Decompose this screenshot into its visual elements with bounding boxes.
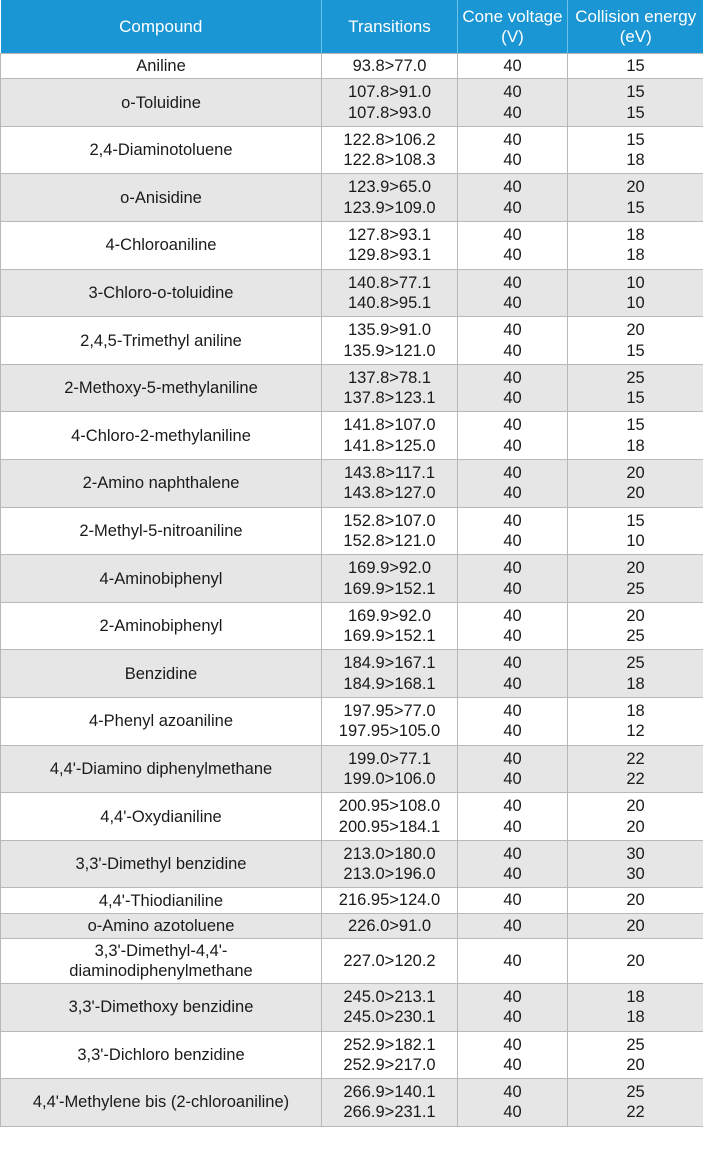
collision-energy-value: 15 bbox=[626, 389, 645, 408]
transition-value: 169.9>152.1 bbox=[343, 627, 436, 646]
collision-energy-cell bbox=[568, 602, 703, 650]
cone-voltage-cell bbox=[458, 555, 568, 603]
cone-voltage-cell bbox=[458, 698, 568, 746]
collision-energy-cell bbox=[568, 174, 703, 222]
transition-value: 169.9>92.0 bbox=[347, 606, 432, 625]
transition-cell bbox=[322, 698, 458, 746]
collision-energy-cell bbox=[568, 840, 703, 888]
collision-energy-value: 20 bbox=[626, 1055, 645, 1074]
cone-voltage-value: 40 bbox=[503, 246, 522, 265]
cone-voltage-cell bbox=[458, 54, 568, 79]
compound-cell: 2-Aminobiphenyl bbox=[1, 602, 322, 650]
cone-voltage-value: 40 bbox=[503, 702, 522, 721]
transition-value: 213.0>180.0 bbox=[343, 844, 436, 863]
cone-voltage-cell bbox=[458, 840, 568, 888]
table-row bbox=[1, 698, 703, 746]
header-cone-voltage: Cone voltage (V) bbox=[458, 0, 568, 54]
transition-value: 107.8>91.0 bbox=[347, 83, 432, 102]
collision-energy-cell bbox=[568, 79, 703, 127]
table-row bbox=[1, 317, 703, 365]
collision-energy-value: 30 bbox=[626, 865, 645, 884]
cone-voltage-value: 40 bbox=[503, 531, 522, 550]
collision-energy-value: 22 bbox=[626, 769, 645, 788]
collision-energy-value: 20 bbox=[626, 178, 645, 197]
cone-voltage-cell bbox=[458, 269, 568, 317]
collision-energy-value: 25 bbox=[626, 1083, 645, 1102]
collision-energy-value: 20 bbox=[626, 484, 645, 503]
cone-voltage-cell bbox=[458, 745, 568, 793]
collision-energy-value: 18 bbox=[626, 151, 645, 170]
collision-energy-value: 15 bbox=[626, 511, 645, 530]
transition-cell bbox=[322, 1031, 458, 1079]
transition-value: 137.8>123.1 bbox=[343, 389, 436, 408]
transition-cell bbox=[322, 888, 458, 913]
collision-energy-value: 30 bbox=[626, 844, 645, 863]
transition-value: 140.8>77.1 bbox=[347, 273, 432, 292]
transition-value: 227.0>120.2 bbox=[343, 951, 436, 970]
transition-cell bbox=[322, 840, 458, 888]
cone-voltage-value: 40 bbox=[503, 341, 522, 360]
cone-voltage-cell bbox=[458, 602, 568, 650]
cone-voltage-cell bbox=[458, 507, 568, 555]
compound-cell: 4,4'-Methylene bis (2-chloroaniline) bbox=[1, 1079, 322, 1127]
cone-voltage-value: 40 bbox=[503, 674, 522, 693]
cone-voltage-value: 40 bbox=[503, 436, 522, 455]
collision-energy-value: 18 bbox=[626, 246, 645, 265]
compound-cell: 4,4'-Oxydianiline bbox=[1, 793, 322, 841]
collision-energy-value: 18 bbox=[626, 226, 645, 245]
compound-cell: 4-Chloroaniline bbox=[1, 222, 322, 270]
transition-value: 152.8>121.0 bbox=[343, 531, 436, 550]
cone-voltage-value: 40 bbox=[503, 1008, 522, 1027]
cone-voltage-value: 40 bbox=[503, 987, 522, 1006]
compound-cell: 3,3'-Dichloro benzidine bbox=[1, 1031, 322, 1079]
collision-energy-value: 20 bbox=[626, 916, 645, 935]
cone-voltage-value: 40 bbox=[503, 57, 522, 75]
transition-cell bbox=[322, 460, 458, 508]
transition-value: 141.8>125.0 bbox=[343, 436, 436, 455]
collision-energy-cell bbox=[568, 983, 703, 1031]
cone-voltage-value: 40 bbox=[503, 1055, 522, 1074]
collision-energy-value: 25 bbox=[626, 1035, 645, 1054]
table-row bbox=[1, 913, 703, 938]
table-row bbox=[1, 555, 703, 603]
transition-value: 252.9>182.1 bbox=[343, 1035, 436, 1054]
compound-cell: 3,3'-Dimethoxy benzidine bbox=[1, 983, 322, 1031]
cone-voltage-cell bbox=[458, 460, 568, 508]
collision-energy-value: 20 bbox=[626, 817, 645, 836]
transition-value: 143.8>127.0 bbox=[343, 484, 436, 503]
collision-energy-value: 18 bbox=[626, 436, 645, 455]
transition-cell bbox=[322, 222, 458, 270]
transition-cell bbox=[322, 1079, 458, 1127]
cone-voltage-value: 40 bbox=[503, 389, 522, 408]
transition-cell bbox=[322, 938, 458, 983]
cone-voltage-cell bbox=[458, 222, 568, 270]
compound-cell: 4-Phenyl azoaniline bbox=[1, 698, 322, 746]
compound-cell: 4-Aminobiphenyl bbox=[1, 555, 322, 603]
transition-value: 226.0>91.0 bbox=[347, 916, 432, 935]
collision-energy-cell bbox=[568, 650, 703, 698]
cone-voltage-cell bbox=[458, 1079, 568, 1127]
cone-voltage-value: 40 bbox=[503, 368, 522, 387]
cone-voltage-value: 40 bbox=[503, 817, 522, 836]
compound-cell: 3,3'-Dimethyl benzidine bbox=[1, 840, 322, 888]
table-row bbox=[1, 602, 703, 650]
cone-voltage-value: 40 bbox=[503, 293, 522, 312]
transition-cell bbox=[322, 745, 458, 793]
table-row bbox=[1, 793, 703, 841]
compound-cell: 4,4'-Thiodianiline bbox=[1, 888, 322, 913]
table-body bbox=[1, 54, 703, 1127]
collision-energy-value: 22 bbox=[626, 749, 645, 768]
cone-voltage-cell bbox=[458, 412, 568, 460]
collision-energy-value: 20 bbox=[626, 559, 645, 578]
transition-cell bbox=[322, 507, 458, 555]
compound-cell: 2-Methoxy-5-methylaniline bbox=[1, 364, 322, 412]
transition-value: 200.95>184.1 bbox=[338, 817, 441, 836]
transition-cell bbox=[322, 913, 458, 938]
cone-voltage-value: 40 bbox=[503, 511, 522, 530]
table-row bbox=[1, 79, 703, 127]
collision-energy-value: 20 bbox=[626, 891, 645, 910]
cone-voltage-value: 40 bbox=[503, 606, 522, 625]
table-row bbox=[1, 174, 703, 222]
collision-energy-cell bbox=[568, 269, 703, 317]
table-row bbox=[1, 222, 703, 270]
transition-value: 200.95>108.0 bbox=[338, 797, 441, 816]
table-row bbox=[1, 1031, 703, 1079]
cone-voltage-cell bbox=[458, 79, 568, 127]
transition-value: 127.8>93.1 bbox=[347, 226, 432, 245]
header-transitions: Transitions bbox=[322, 0, 458, 54]
collision-energy-cell bbox=[568, 54, 703, 79]
collision-energy-cell bbox=[568, 913, 703, 938]
cone-voltage-value: 40 bbox=[503, 1035, 522, 1054]
transition-value: 143.8>117.1 bbox=[344, 464, 435, 483]
transition-value: 122.8>106.2 bbox=[343, 130, 436, 149]
compound-cell: 2,4-Diaminotoluene bbox=[1, 126, 322, 174]
table-row bbox=[1, 888, 703, 913]
transition-value: 169.9>92.0 bbox=[347, 559, 432, 578]
cone-voltage-value: 40 bbox=[503, 769, 522, 788]
cone-voltage-cell bbox=[458, 983, 568, 1031]
table-row bbox=[1, 269, 703, 317]
compound-cell: o-Toluidine bbox=[1, 79, 322, 127]
transition-cell bbox=[322, 602, 458, 650]
collision-energy-cell bbox=[568, 745, 703, 793]
table-row bbox=[1, 1079, 703, 1127]
collision-energy-cell bbox=[568, 460, 703, 508]
transition-value: 266.9>231.1 bbox=[343, 1103, 436, 1122]
table-row bbox=[1, 650, 703, 698]
transition-cell bbox=[322, 412, 458, 460]
cone-voltage-cell bbox=[458, 364, 568, 412]
transition-cell bbox=[322, 317, 458, 365]
transition-value: 122.8>108.3 bbox=[343, 151, 436, 170]
collision-energy-value: 12 bbox=[626, 722, 645, 741]
cone-voltage-cell bbox=[458, 174, 568, 222]
transition-cell bbox=[322, 79, 458, 127]
cone-voltage-value: 40 bbox=[503, 226, 522, 245]
collision-energy-cell bbox=[568, 317, 703, 365]
cone-voltage-value: 40 bbox=[503, 891, 522, 910]
header-compound: Compound bbox=[1, 0, 322, 54]
collision-energy-cell bbox=[568, 364, 703, 412]
compound-cell: 4-Chloro-2-methylaniline bbox=[1, 412, 322, 460]
collision-energy-value: 10 bbox=[626, 293, 645, 312]
collision-energy-cell bbox=[568, 126, 703, 174]
transition-value: 152.8>107.0 bbox=[343, 511, 436, 530]
collision-energy-value: 10 bbox=[626, 273, 645, 292]
cone-voltage-value: 40 bbox=[503, 273, 522, 292]
collision-energy-cell bbox=[568, 793, 703, 841]
compound-cell: 2-Amino naphthalene bbox=[1, 460, 322, 508]
cone-voltage-value: 40 bbox=[503, 654, 522, 673]
transition-value: 123.9>109.0 bbox=[343, 198, 436, 217]
collision-energy-cell bbox=[568, 555, 703, 603]
collision-energy-cell bbox=[568, 412, 703, 460]
compound-cell: 3,3'-Dimethyl-4,4'-diaminodiphenylmethane bbox=[1, 938, 322, 983]
collision-energy-value: 20 bbox=[626, 464, 645, 483]
cone-voltage-value: 40 bbox=[503, 1083, 522, 1102]
collision-energy-value: 20 bbox=[626, 606, 645, 625]
compound-cell: Aniline bbox=[1, 54, 322, 79]
transition-cell bbox=[322, 650, 458, 698]
table-row bbox=[1, 745, 703, 793]
cone-voltage-cell bbox=[458, 938, 568, 983]
cone-voltage-value: 40 bbox=[503, 627, 522, 646]
transition-cell bbox=[322, 793, 458, 841]
collision-energy-cell bbox=[568, 698, 703, 746]
cone-voltage-value: 40 bbox=[503, 951, 522, 970]
transition-value: 93.8>77.0 bbox=[352, 57, 427, 75]
cone-voltage-value: 40 bbox=[503, 416, 522, 435]
transition-value: 266.9>140.1 bbox=[343, 1083, 436, 1102]
cone-voltage-value: 40 bbox=[503, 198, 522, 217]
cone-voltage-value: 40 bbox=[503, 559, 522, 578]
transition-value: 252.9>217.0 bbox=[343, 1055, 436, 1074]
collision-energy-value: 15 bbox=[626, 198, 645, 217]
collision-energy-value: 25 bbox=[626, 627, 645, 646]
cone-voltage-cell bbox=[458, 1031, 568, 1079]
header-collision-energy: Collision energy (eV) bbox=[568, 0, 703, 54]
transition-value: 184.9>168.1 bbox=[343, 674, 436, 693]
cone-voltage-value: 40 bbox=[503, 321, 522, 340]
cone-voltage-value: 40 bbox=[503, 916, 522, 935]
transition-value: 140.8>95.1 bbox=[347, 293, 432, 312]
cone-voltage-value: 40 bbox=[503, 178, 522, 197]
transition-value: 137.8>78.1 bbox=[347, 368, 432, 387]
transition-value: 197.95>105.0 bbox=[338, 722, 441, 741]
collision-energy-cell bbox=[568, 1031, 703, 1079]
compound-cell: 3-Chloro-o-toluidine bbox=[1, 269, 322, 317]
transition-cell bbox=[322, 983, 458, 1031]
compound-cell: 2,4,5-Trimethyl aniline bbox=[1, 317, 322, 365]
cone-voltage-cell bbox=[458, 913, 568, 938]
transition-value: 184.9>167.1 bbox=[343, 654, 436, 673]
transition-cell bbox=[322, 126, 458, 174]
cone-voltage-value: 40 bbox=[503, 797, 522, 816]
compound-cell: o-Anisidine bbox=[1, 174, 322, 222]
cone-voltage-value: 40 bbox=[503, 464, 522, 483]
collision-energy-value: 25 bbox=[626, 579, 645, 598]
compound-cell: o-Amino azotoluene bbox=[1, 913, 322, 938]
transition-value: 135.9>91.0 bbox=[347, 321, 432, 340]
cone-voltage-value: 40 bbox=[503, 83, 522, 102]
collision-energy-value: 18 bbox=[626, 702, 645, 721]
collision-energy-cell bbox=[568, 888, 703, 913]
collision-energy-cell bbox=[568, 938, 703, 983]
compound-cell: 2-Methyl-5-nitroaniline bbox=[1, 507, 322, 555]
transition-cell bbox=[322, 174, 458, 222]
transition-cell bbox=[322, 54, 458, 79]
collision-energy-cell bbox=[568, 222, 703, 270]
transition-value: 169.9>152.1 bbox=[343, 579, 436, 598]
compound-cell: 4,4'-Diamino diphenylmethane bbox=[1, 745, 322, 793]
cone-voltage-cell bbox=[458, 793, 568, 841]
cone-voltage-value: 40 bbox=[503, 579, 522, 598]
cone-voltage-value: 40 bbox=[503, 130, 522, 149]
transition-value: 216.95>124.0 bbox=[338, 891, 441, 910]
collision-energy-value: 15 bbox=[626, 57, 645, 75]
collision-energy-value: 25 bbox=[626, 654, 645, 673]
collision-energy-cell bbox=[568, 1079, 703, 1127]
cone-voltage-cell bbox=[458, 317, 568, 365]
table-row bbox=[1, 507, 703, 555]
table-row bbox=[1, 840, 703, 888]
table-row bbox=[1, 412, 703, 460]
table-row bbox=[1, 983, 703, 1031]
transition-cell bbox=[322, 364, 458, 412]
cone-voltage-value: 40 bbox=[503, 103, 522, 122]
table-row bbox=[1, 460, 703, 508]
cone-voltage-cell bbox=[458, 126, 568, 174]
collision-energy-value: 18 bbox=[626, 987, 645, 1006]
collision-energy-value: 15 bbox=[626, 83, 645, 102]
cone-voltage-cell bbox=[458, 650, 568, 698]
collision-energy-value: 15 bbox=[626, 103, 645, 122]
cone-voltage-cell bbox=[458, 888, 568, 913]
collision-energy-value: 18 bbox=[626, 674, 645, 693]
table-row bbox=[1, 364, 703, 412]
collision-energy-value: 25 bbox=[626, 368, 645, 387]
collision-energy-value: 20 bbox=[626, 797, 645, 816]
collision-energy-cell bbox=[568, 507, 703, 555]
collision-energy-value: 15 bbox=[626, 416, 645, 435]
cone-voltage-value: 40 bbox=[503, 865, 522, 884]
collision-energy-value: 18 bbox=[626, 1008, 645, 1027]
transition-value: 129.8>93.1 bbox=[347, 246, 432, 265]
transition-cell bbox=[322, 555, 458, 603]
collision-energy-value: 15 bbox=[626, 341, 645, 360]
transition-value: 199.0>77.1 bbox=[347, 749, 432, 768]
transition-value: 245.0>230.1 bbox=[343, 1008, 436, 1027]
compound-cell: Benzidine bbox=[1, 650, 322, 698]
collision-energy-value: 10 bbox=[626, 531, 645, 550]
transition-value: 197.95>77.0 bbox=[343, 702, 436, 721]
table-header-row bbox=[1, 0, 703, 54]
transition-value: 141.8>107.0 bbox=[343, 416, 436, 435]
cone-voltage-value: 40 bbox=[503, 151, 522, 170]
transition-value: 245.0>213.1 bbox=[343, 987, 436, 1006]
cone-voltage-value: 40 bbox=[503, 484, 522, 503]
transition-value: 107.8>93.0 bbox=[347, 103, 432, 122]
cone-voltage-value: 40 bbox=[503, 722, 522, 741]
collision-energy-value: 15 bbox=[626, 130, 645, 149]
table-row bbox=[1, 938, 703, 983]
cone-voltage-value: 40 bbox=[503, 1103, 522, 1122]
cone-voltage-value: 40 bbox=[503, 749, 522, 768]
transition-value: 135.9>121.0 bbox=[343, 341, 436, 360]
table-row bbox=[1, 126, 703, 174]
transition-value: 199.0>106.0 bbox=[343, 769, 436, 788]
transition-value: 213.0>196.0 bbox=[343, 865, 436, 884]
transition-cell bbox=[322, 269, 458, 317]
collision-energy-value: 22 bbox=[626, 1103, 645, 1122]
collision-energy-value: 20 bbox=[626, 951, 645, 970]
cone-voltage-value: 40 bbox=[503, 844, 522, 863]
collision-energy-value: 20 bbox=[626, 321, 645, 340]
table-row bbox=[1, 54, 703, 79]
transition-value: 123.9>65.0 bbox=[347, 178, 432, 197]
